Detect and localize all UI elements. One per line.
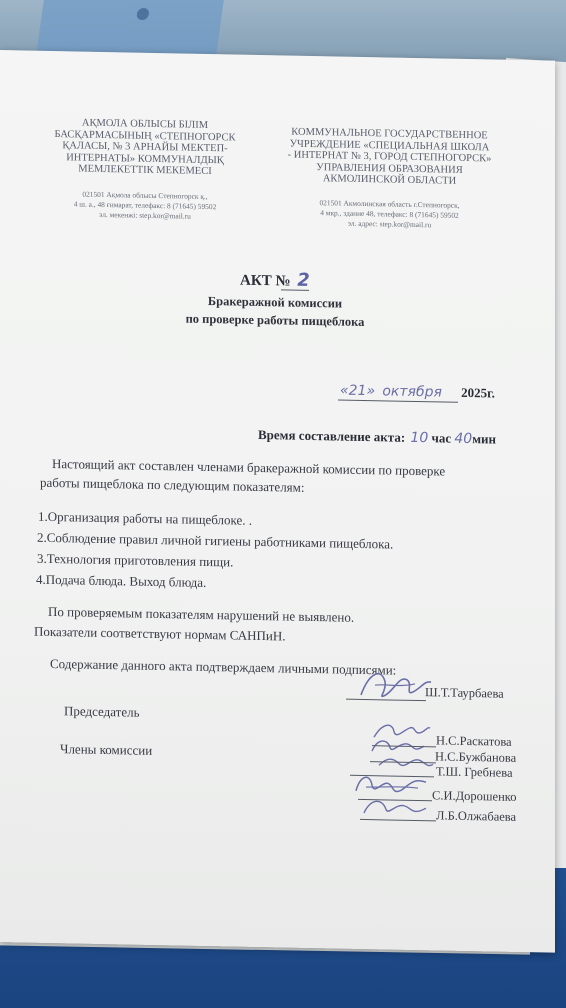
- intro-line-2: работы пищеблока по следующим показателям:: [40, 474, 305, 495]
- members-role: Члены комиссии: [60, 741, 153, 758]
- confirm-text: Содержание данного акта подтверждаем личными подписями:: [50, 655, 397, 678]
- member-name: Н.С.Раскатова: [436, 733, 512, 749]
- act-title-prefix: АКТ №: [240, 272, 291, 290]
- time-hours-unit: час: [431, 430, 452, 446]
- header-left-line: ҚАЛАСЫ, № 3 АРНАЙЫ МЕКТЕП-: [62, 140, 228, 155]
- header-right-line: УЧРЕЖДЕНИЕ «СПЕЦИАЛЬНАЯ ШКОЛА: [289, 138, 490, 153]
- time-minutes-unit: мин: [472, 431, 497, 447]
- header-right-line: - ИНТЕРНАТ № 3, ГОРОД СТЕПНОГОРСК»: [287, 149, 492, 165]
- address-line: 4 мкр., здание 48, телефакс: 8 (71645) 59502: [320, 208, 459, 220]
- chairman-role: Председатель: [64, 703, 140, 720]
- act-number-handwritten: 2: [297, 269, 310, 291]
- member-name: С.И.Дорошенко: [432, 788, 517, 804]
- time-label: Время составление акта:: [258, 426, 406, 445]
- date-day-handwritten: «21»: [340, 382, 376, 400]
- header-right-line: АКМОЛИНСКОЙ ОБЛАСТИ: [322, 173, 457, 187]
- background-folder: [36, 0, 224, 55]
- criteria-item: 4.Подача блюда. Выход блюда.: [36, 571, 207, 590]
- time-line: [258, 427, 496, 448]
- header-right-address: [272, 197, 507, 232]
- address-line: 021501 Акмолинская область г.Степногорск,: [319, 198, 460, 210]
- conclusion-line-2: Показатели соответствуют нормам САНПиН.: [34, 623, 286, 644]
- header-left-line: АҚМОЛА ОБЛЫСЫ БІЛІМ: [81, 117, 209, 131]
- date-month-handwritten: октября: [382, 383, 442, 401]
- header-left-line: БАСҚАРМАСЫНЫҢ «СТЕПНОГОРСК: [54, 128, 236, 144]
- time-hours-handwritten: 10: [410, 429, 429, 447]
- header-left-line: ИНТЕРНАТЫ» КОММУНАЛДЫҚ: [66, 151, 224, 166]
- title-line-2: по проверке работы пищеблока: [185, 311, 365, 329]
- member-name: Л.Б.Олжабаева: [436, 808, 517, 824]
- criteria-item: 2.Соблюдение правил личной гигиены работниками пищеблока.: [37, 529, 394, 552]
- criteria-item: 1.Организация работы на пищеблоке. .: [38, 508, 253, 528]
- address-line: эл. адрес: step.kor@mail.ru: [347, 218, 432, 230]
- folder-hole: [136, 8, 150, 20]
- time-minutes-handwritten: 40: [454, 430, 473, 448]
- member-name: Т.Ш. Гребнева: [436, 764, 513, 780]
- act-number-underline: [281, 289, 309, 291]
- intro-line-1: Настоящий акт составлен членами бракеражной комиссии по проверке: [52, 455, 446, 479]
- header-left-address: [30, 189, 260, 223]
- address-line: эл. мекенжі: step.kor@mail.ru: [99, 209, 191, 221]
- chairman-name: Ш.Т.Таурбаева: [425, 685, 504, 701]
- header-left: [30, 117, 260, 179]
- date-year: 2025г.: [461, 384, 495, 401]
- address-line: 4 ш. а., 48 ғимарат, телефакс: 8 (71645) 59502: [73, 199, 217, 212]
- header-right-line: УПРАВЛЕНИЯ ОБРАЗОВАНИЯ: [316, 161, 463, 176]
- header-right: [272, 126, 507, 188]
- member-signature: [360, 793, 432, 822]
- criteria-item: 3.Технология приготовления пищи.: [37, 550, 234, 570]
- header-left-line: МЕМЛЕКЕТТІК МЕКЕМЕСІ: [78, 163, 212, 178]
- act-title: [240, 269, 310, 291]
- date-line: [340, 383, 495, 402]
- header-right-line: КОММУНАЛЬНОЕ ГОСУДАРСТВЕННОЕ: [291, 126, 488, 142]
- conclusion-line-1: По проверяемым показателям нарушений не выявлено.: [48, 603, 355, 625]
- address-line: 021501 Ақмола облысы Степногорск қ.,: [82, 189, 208, 201]
- document-page: [0, 50, 555, 953]
- member-name: Н.С.Бужбанова: [435, 749, 517, 765]
- chairman-signature: [355, 665, 435, 709]
- title-line-1: Бракеражной комиссии: [207, 293, 343, 311]
